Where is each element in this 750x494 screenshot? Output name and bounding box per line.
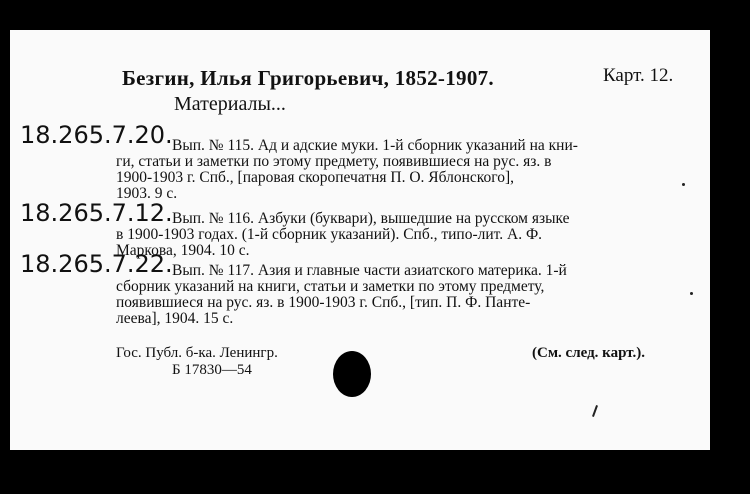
entry-3-line-3: появившиеся на рус. яз. в 1900-1903 г. Спб., [тип. П. Ф. Панте- [116,294,531,311]
scan-border-top [0,0,750,30]
author-heading: Безгин, Илья Григорьевич, 1852-1907. [122,66,494,90]
entry-3-line-1: Вып. № 117. Азия и главные части азиатского материка. 1-й [172,262,567,279]
entry-3-line-2: сборник указаний на книги, статьи и заметки по этому предмету, [116,278,545,295]
continued-note: (См. след. карт.). [532,345,645,361]
entry-1-line-3: 1900-1903 г. Спб., [паровая скоропечатня П. О. Яблонского], [116,169,515,186]
entry-1-line-4: 1903. 9 с. [116,185,178,202]
shelfmark-entry-3: 18.265.7.22. [20,250,173,278]
card-punch-hole [333,351,371,397]
entry-2-line-1: Вып. № 116. Азбуки (буквари), вышедшие на русском языке [172,210,570,227]
entry-1-line-1: Вып. № 115. Ад и адские муки. 1-й сборник указаний на кни- [172,137,578,154]
card-number: Карт. 12. [603,65,674,86]
scan-speck [690,292,693,295]
entry-1-line-2: ги, статьи и заметки по этому предмету, появившиеся на рус. яз. в [116,153,552,170]
entry-2-line-3: Маркова, 1904. 10 с. [116,242,250,259]
shelfmark-entry-1: 18.265.7.20. [20,121,173,149]
entry-2-line-2: в 1900-1903 годах. (1-й сборник указаний). Спб., типо-лит. А. Ф. [116,226,543,243]
library-name: Гос. Публ. б-ка. Ленингр. [116,345,278,361]
series-title: Материалы... [174,93,286,115]
shelfmark-entry-2: 18.265.7.12. [20,199,173,227]
entry-3-line-4: леева], 1904. 15 с. [116,310,234,327]
scan-speck [682,183,685,186]
catalog-number: Б 17830—54 [172,362,252,378]
